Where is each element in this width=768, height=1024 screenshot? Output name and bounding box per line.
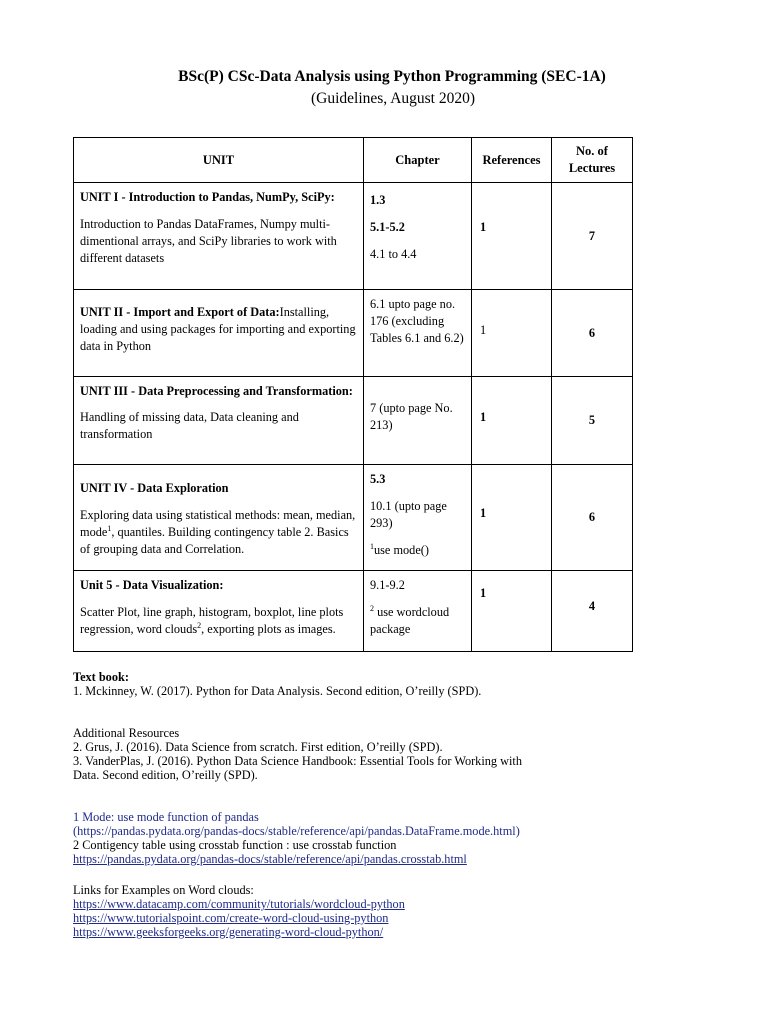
unit-description: Installing, loading and using packages for importing and exporting data in Python xyxy=(80,305,356,353)
footnote-marker: 2 xyxy=(197,620,202,630)
lectures-cell: 7 xyxy=(552,183,633,290)
unit-description: Introduction to Pandas DataFrames, Numpy multi-dimentional arrays, and SciPy libraries to work with different datasets xyxy=(80,217,337,265)
unit-title: UNIT III - Data Preprocessing and Transformation: xyxy=(80,384,353,398)
paren-close: ) xyxy=(515,824,520,838)
unit-cell xyxy=(74,183,364,290)
references-value: 1 xyxy=(480,220,487,234)
chapter-cell xyxy=(364,290,472,377)
pandas-mode-url[interactable]: https://pandas.pydata.org/pandas-docs/stable/reference/api/pandas.DataFrame.mode.html xyxy=(77,824,516,838)
textbook-item: 1. Mckinney, W. (2017). Python for Data Analysis. Second edition, O’reilly (SPD). xyxy=(73,684,482,698)
paren-open: ( xyxy=(73,824,78,838)
unit-title: Unit 5 - Data Visualization: xyxy=(80,578,224,592)
document-title: BSc(P) CSc-Data Analysis using Python Programming (SEC-1A) xyxy=(178,68,606,85)
unit-description xyxy=(80,604,357,638)
table-row xyxy=(74,183,633,290)
footnote-marker: 1 xyxy=(107,523,112,533)
chapter-note-text: use wordcloud package xyxy=(370,605,450,636)
table-row xyxy=(74,465,633,571)
additional-resources-section xyxy=(73,726,543,782)
additional-resource-item: 3. VanderPlas, J. (2016). Python Data Science Handbook: Essential Tools for Working with Data. Second edition, O’reilly (SPD). xyxy=(73,754,522,782)
unit-title: UNIT IV - Data Exploration xyxy=(80,481,229,495)
lectures-cell: 5 xyxy=(552,377,633,465)
unit-cell xyxy=(74,377,364,465)
chapter-note-text: use mode() xyxy=(374,543,429,557)
unit-cell xyxy=(74,465,364,571)
table-header-row xyxy=(74,138,633,183)
unit-cell xyxy=(74,571,364,652)
chapter-note xyxy=(370,542,465,559)
chapter-cell xyxy=(364,183,472,290)
wordcloud-links-heading: Links for Examples on Word clouds: xyxy=(73,883,254,897)
unit-description-part: , quantiles. Building contingency table 2. Basics of grouping data and Correlation. xyxy=(80,525,349,556)
textbook-heading: Text book: xyxy=(73,670,129,684)
unit-cell xyxy=(74,290,364,377)
references-cell xyxy=(472,290,552,377)
unit-description xyxy=(80,507,357,558)
table-row xyxy=(74,290,633,377)
unit-description-part: Exploring data using statistical methods: mean, median, mode xyxy=(80,508,356,539)
references-value: 1 xyxy=(480,586,487,600)
geeksforgeeks-wordcloud-link[interactable]: https://www.geeksforgeeks.org/generating-word-cloud-python/ xyxy=(73,925,384,939)
header-lectures-line2: Lectures xyxy=(568,161,616,175)
chapter-ref: 10.1 (upto page 293) xyxy=(370,499,447,530)
references-cell xyxy=(472,183,552,290)
additional-resource-item: 2. Grus, J. (2016). Data Science from scratch. First edition, O’reilly (SPD). xyxy=(73,740,443,754)
unit-description-part: , exporting plots as images. xyxy=(201,622,336,636)
footnote-marker: 1 xyxy=(370,541,374,551)
references-value: 1 xyxy=(480,506,487,520)
footnote-marker: 2 xyxy=(370,603,374,613)
unit-title: UNIT II - Import and Export of Data: xyxy=(80,305,280,319)
references-cell xyxy=(472,377,552,465)
datacamp-wordcloud-link[interactable]: https://www.datacamp.com/community/tutorials/wordcloud-python xyxy=(73,897,405,911)
chapter-ref: 6.1 upto page no. 176 (excluding Tables 6.1 and 6.2) xyxy=(370,297,464,345)
unit-description: Handling of missing data, Data cleaning and transformation xyxy=(80,410,299,441)
unit-title: UNIT I - Introduction to Pandas, NumPy, SciPy: xyxy=(80,190,335,204)
references-value: 1 xyxy=(480,410,487,424)
header-unit: UNIT xyxy=(74,138,364,183)
chapter-ref: 7 (upto page No. 213) xyxy=(370,401,453,432)
header-lectures xyxy=(552,138,633,183)
pandas-crosstab-link[interactable]: https://pandas.pydata.org/pandas-docs/stable/reference/api/pandas.crosstab.html xyxy=(73,852,467,866)
chapter-cell xyxy=(364,465,472,571)
wordcloud-links-section xyxy=(73,883,633,939)
chapter-ref: 5.3 xyxy=(370,472,386,486)
chapter-note xyxy=(370,604,465,638)
references-cell xyxy=(472,571,552,652)
tutorialspoint-wordcloud-link[interactable]: https://www.tutorialspoint.com/create-word-cloud-using-python xyxy=(73,911,389,925)
references-cell xyxy=(472,465,552,571)
chapter-cell xyxy=(364,571,472,652)
header-references: References xyxy=(472,138,552,183)
unit-description-part: Scatter Plot, line graph, histogram, boxplot, line plots regression, word clouds xyxy=(80,605,344,636)
chapter-ref: 1.3 xyxy=(370,193,386,207)
footnote-mode: 1 Mode: use mode function of pandas xyxy=(73,810,259,824)
table-row xyxy=(74,571,633,652)
footnote-crosstab: 2 Contigency table using crosstab function : use crosstab function xyxy=(73,838,397,852)
document-subtitle: (Guidelines, August 2020) xyxy=(310,90,476,107)
chapter-ref: 4.1 to 4.4 xyxy=(370,247,417,261)
table-row xyxy=(74,377,633,465)
additional-resources-heading: Additional Resources xyxy=(73,726,180,740)
chapter-ref: 9.1-9.2 xyxy=(370,578,405,592)
lectures-cell: 6 xyxy=(552,465,633,571)
chapter-cell xyxy=(364,377,472,465)
lectures-cell: 6 xyxy=(552,290,633,377)
footnotes-section xyxy=(73,810,713,866)
header-lectures-line1: No. of xyxy=(576,144,608,158)
textbook-section xyxy=(73,670,633,698)
footnote-mode-link-line xyxy=(73,824,713,838)
header-chapter: Chapter xyxy=(364,138,472,183)
references-value: 1 xyxy=(480,323,487,337)
chapter-ref: 5.1-5.2 xyxy=(370,220,405,234)
syllabus-table xyxy=(73,137,633,652)
lectures-cell: 4 xyxy=(552,571,633,652)
